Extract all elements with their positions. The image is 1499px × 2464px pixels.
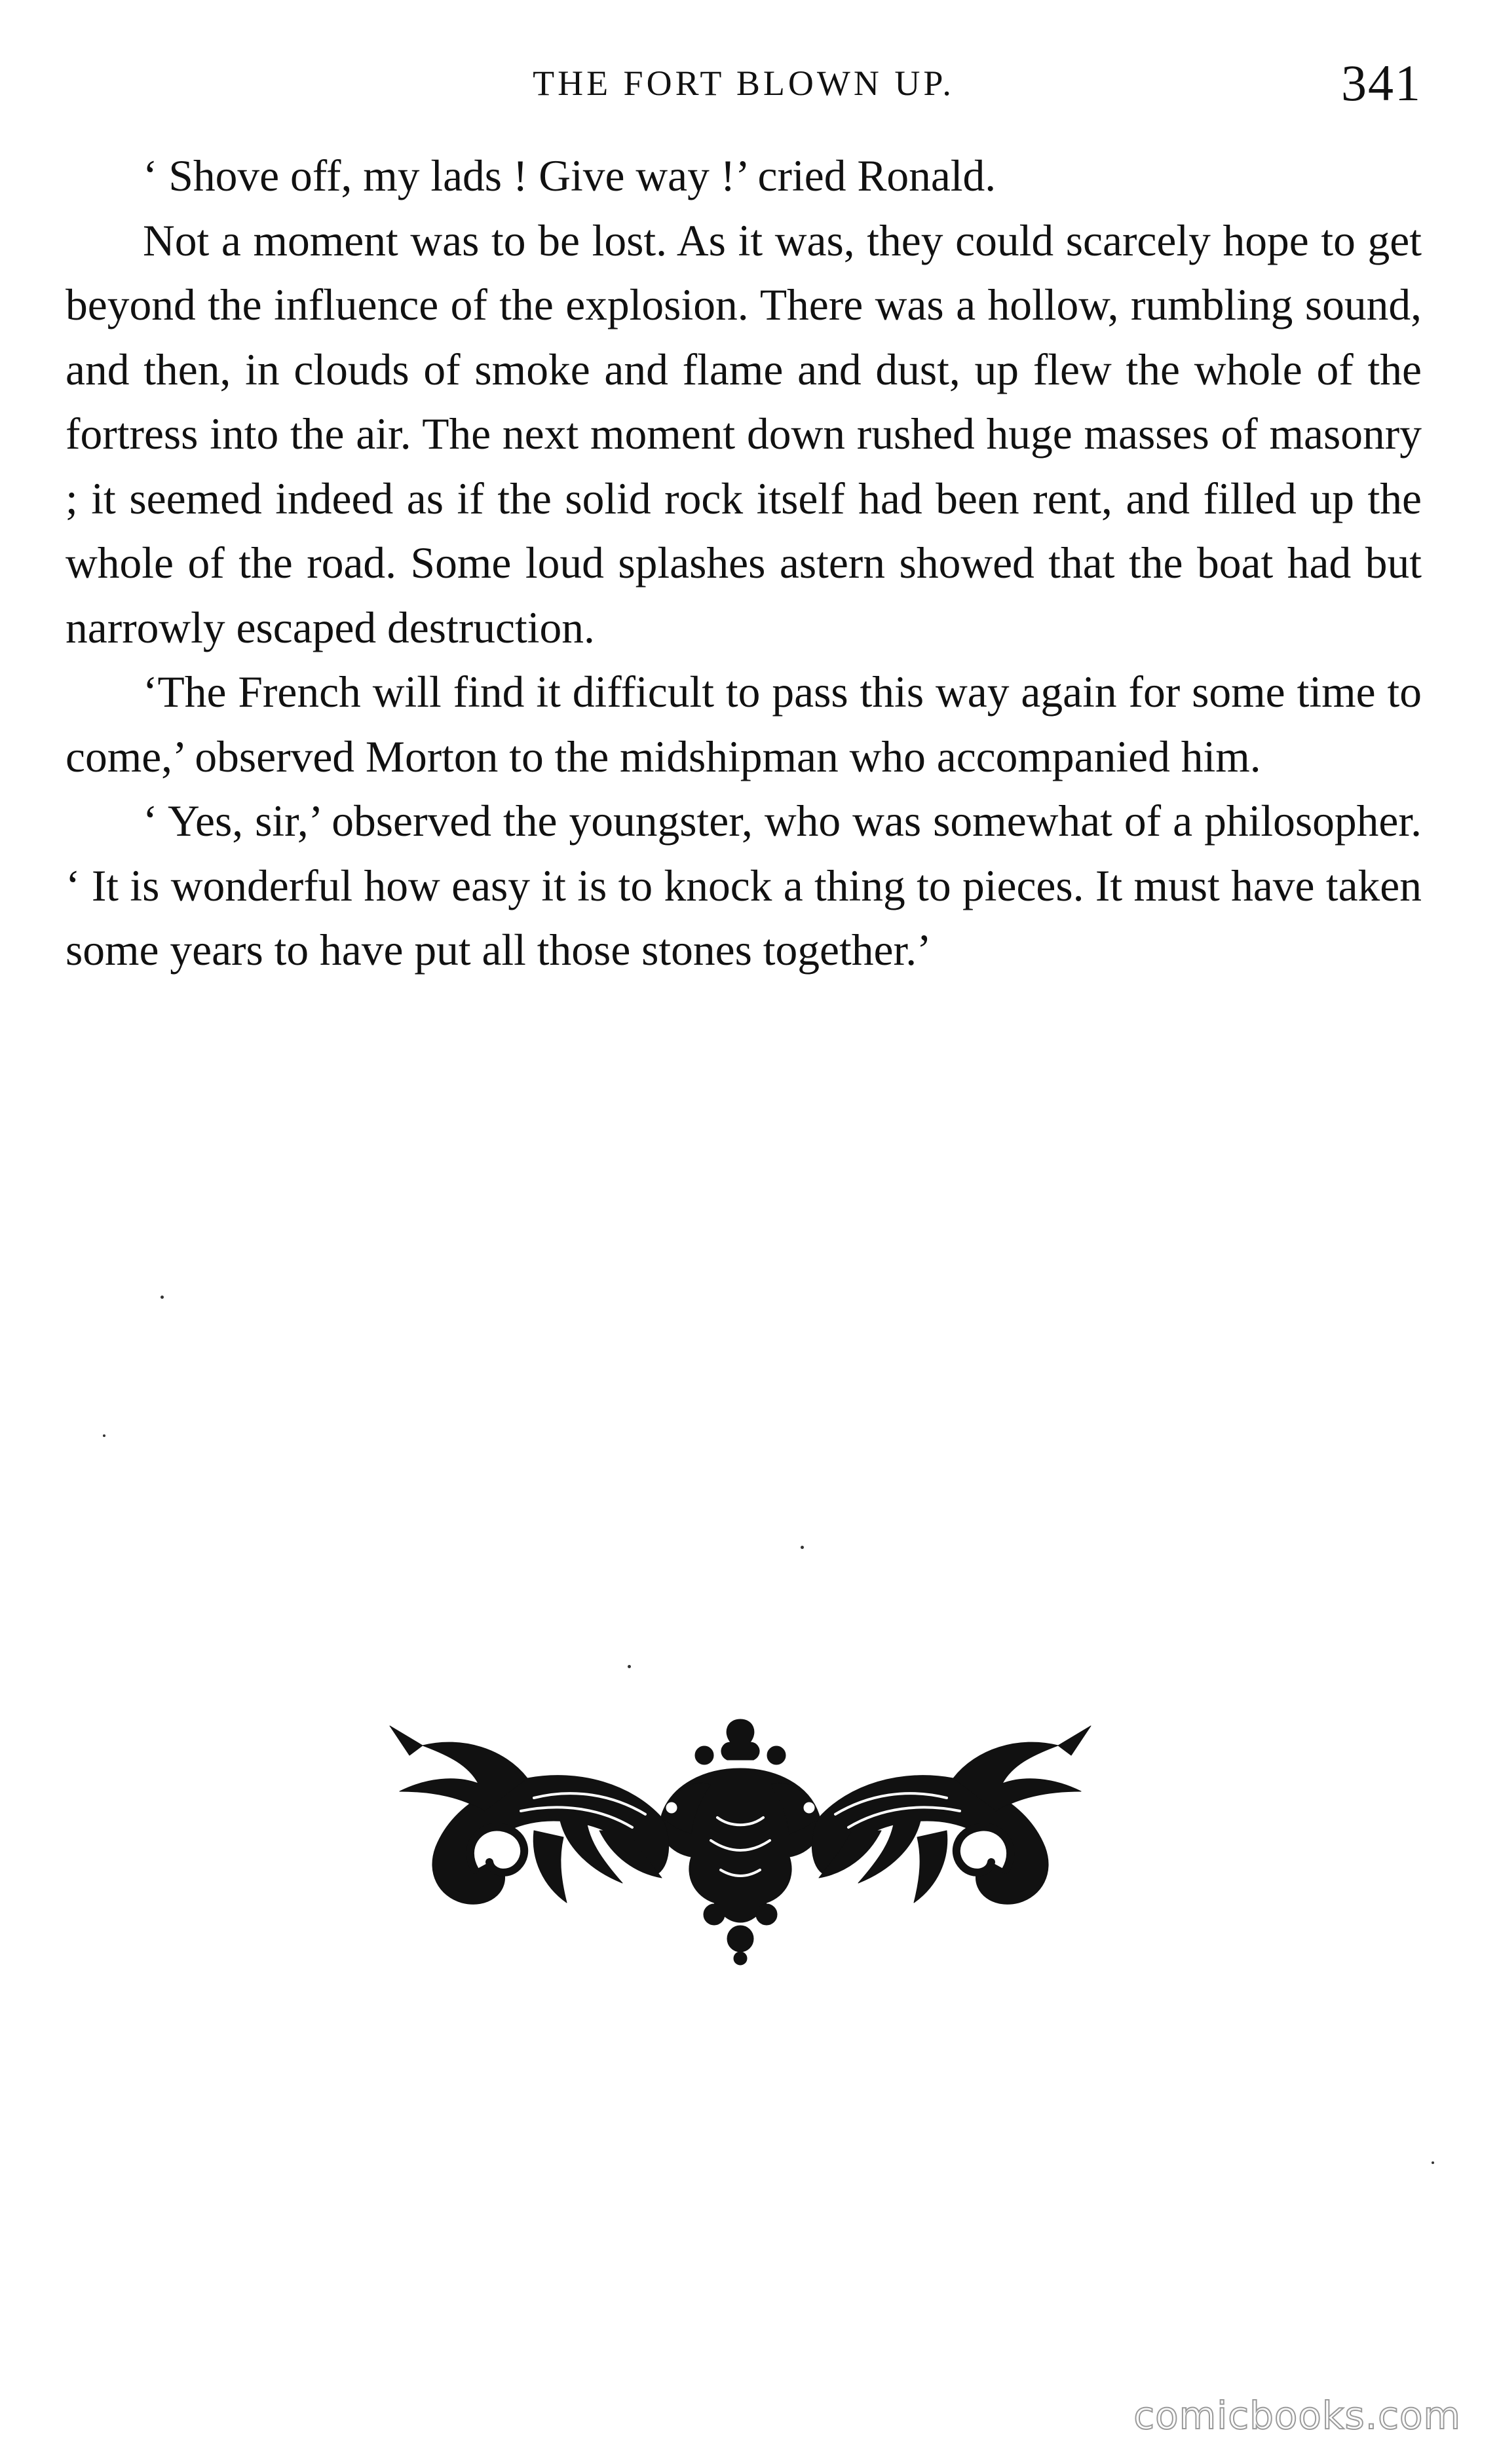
dolphin-tailpiece-ornament-icon	[364, 1706, 1117, 1968]
page-number: 341	[1341, 54, 1422, 111]
paragraph: ‘ Yes, sir,’ observed the youngster, who was somewhat of a philosopher. ‘ It is wonderful how easy it is to knock a thing to pieces. It must have taken some years to have put all those stones together.’	[66, 796, 1422, 975]
print-speck	[801, 1546, 804, 1549]
running-title: THE FORT BLOWN UP.	[533, 64, 955, 103]
paragraph: ‘ Shove off, my lads ! Give way !’ cried Ronald.	[143, 151, 996, 200]
print-speck	[628, 1665, 631, 1668]
paragraph: ‘The French will find it difficult to pass this way again for some time to come,’ observed Morton to the midshipman who accompanied him.	[66, 667, 1422, 781]
watermark: comicbooks.com	[1133, 2393, 1461, 2438]
print-speck	[161, 1296, 164, 1299]
print-speck	[1432, 2161, 1434, 2164]
body-text	[66, 144, 1422, 983]
print-speck	[103, 1434, 105, 1437]
paragraph: Not a moment was to be lost. As it was, they could scarcely hope to get beyond the influence of the explosion. There was a hollow, rumbling sound, and then, in clouds of smoke and flame and dust, up flew the whole of the fortress into the air. The next moment down rushed huge masses of masonry ; it seemed indeed as if the solid rock itself had been rent, and filled up the whole of the road. Some loud splashes astern showed that the boat had but narrowly escaped destruction.	[66, 215, 1422, 652]
running-head	[66, 54, 1422, 113]
